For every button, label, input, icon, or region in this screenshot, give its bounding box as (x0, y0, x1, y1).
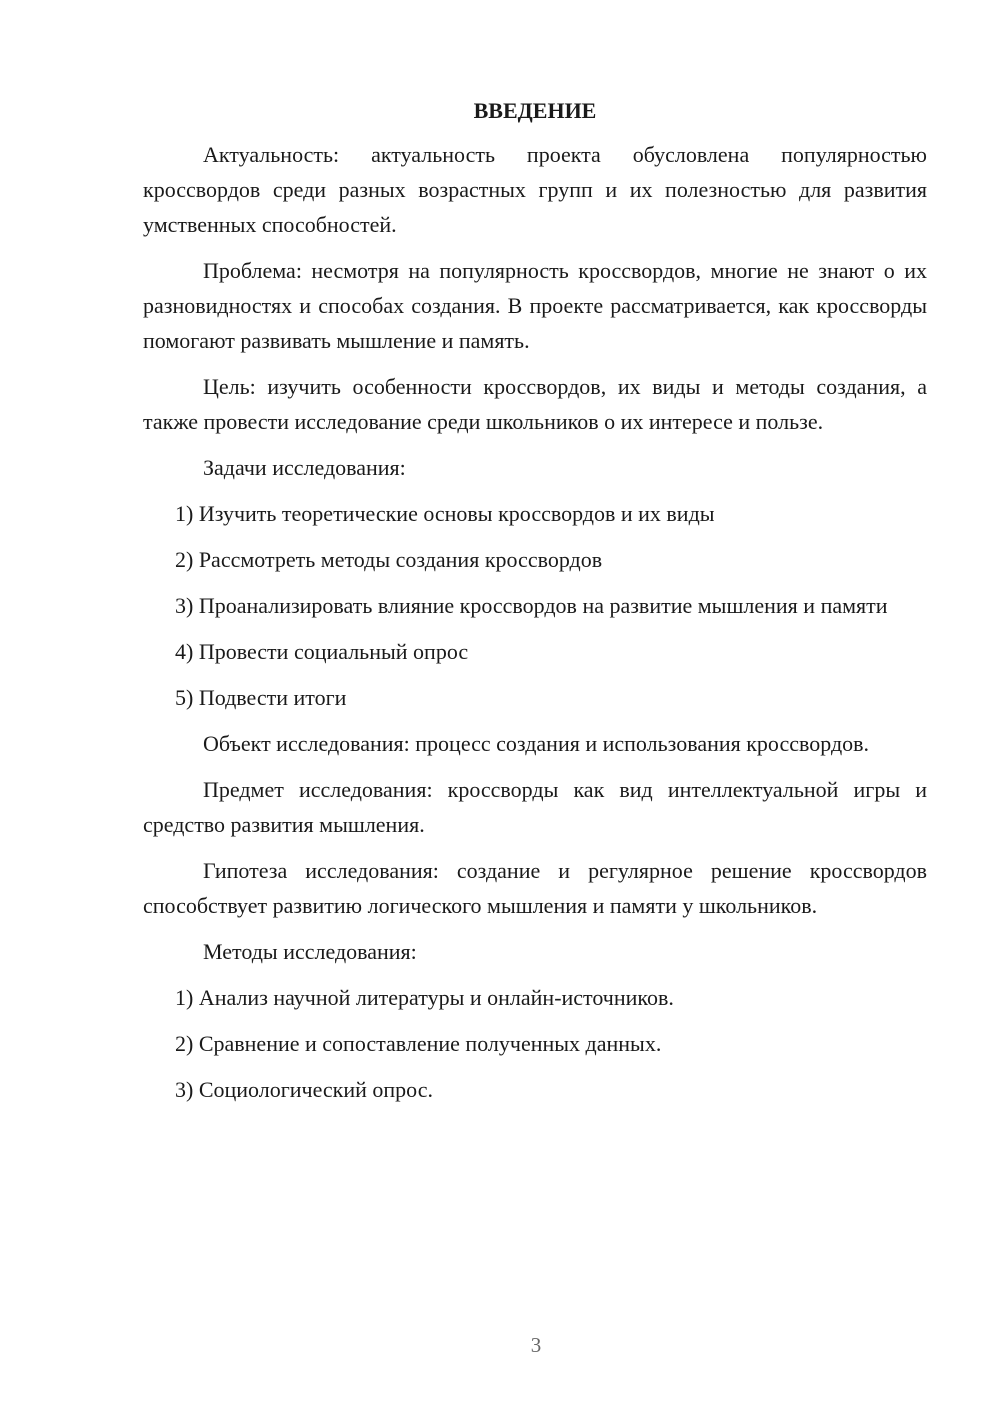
task-item: 3) Проанализировать влияние кроссвордов на развитие мышления и памяти (175, 593, 888, 618)
goal-paragraph: Цель: изучить особенности кроссвордов, их виды и методы создания, а также провести исследование среди школьников о их интересе и пользе. (143, 374, 927, 434)
task-item: 1) Изучить теоретические основы кроссвордов и их виды (175, 501, 715, 526)
method-item: 2) Сравнение и сопоставление полученных данных. (175, 1031, 662, 1056)
method-item: 3) Социологический опрос. (175, 1077, 433, 1102)
page-body (143, 96, 927, 1118)
subject-paragraph: Предмет исследования: кроссворды как вид интеллектуальной игры и средство развития мышления. (143, 777, 927, 837)
task-item: 5) Подвести итоги (175, 685, 347, 710)
problem-paragraph: Проблема: несмотря на популярность кроссвордов, многие не знают о их разновидностях и способах создания. В проекте рассматривается, как кроссворды помогают развивать мышление и память. (143, 258, 927, 353)
hypothesis-paragraph: Гипотеза исследования: создание и регулярное решение кроссвордов способствует развитию логического мышления и памяти у школьников. (143, 858, 927, 918)
method-item: 1) Анализ научной литературы и онлайн-источников. (175, 985, 674, 1010)
object-paragraph: Объект исследования: процесс создания и использования кроссвордов. (203, 731, 870, 756)
tasks-heading: Задачи исследования: (203, 455, 406, 480)
methods-heading: Методы исследования: (203, 939, 417, 964)
task-item: 2) Рассмотреть методы создания кроссвордов (175, 547, 603, 572)
relevance-paragraph: Актуальность: актуальность проекта обусловлена популярностью кроссвордов среди разных возрастных групп и их полезностью для развития умственных способностей. (143, 142, 927, 237)
page-number: 3 (530, 1333, 542, 1357)
section-title: ВВЕДЕНИЕ (473, 98, 597, 123)
task-item: 4) Провести социальный опрос (175, 639, 469, 664)
